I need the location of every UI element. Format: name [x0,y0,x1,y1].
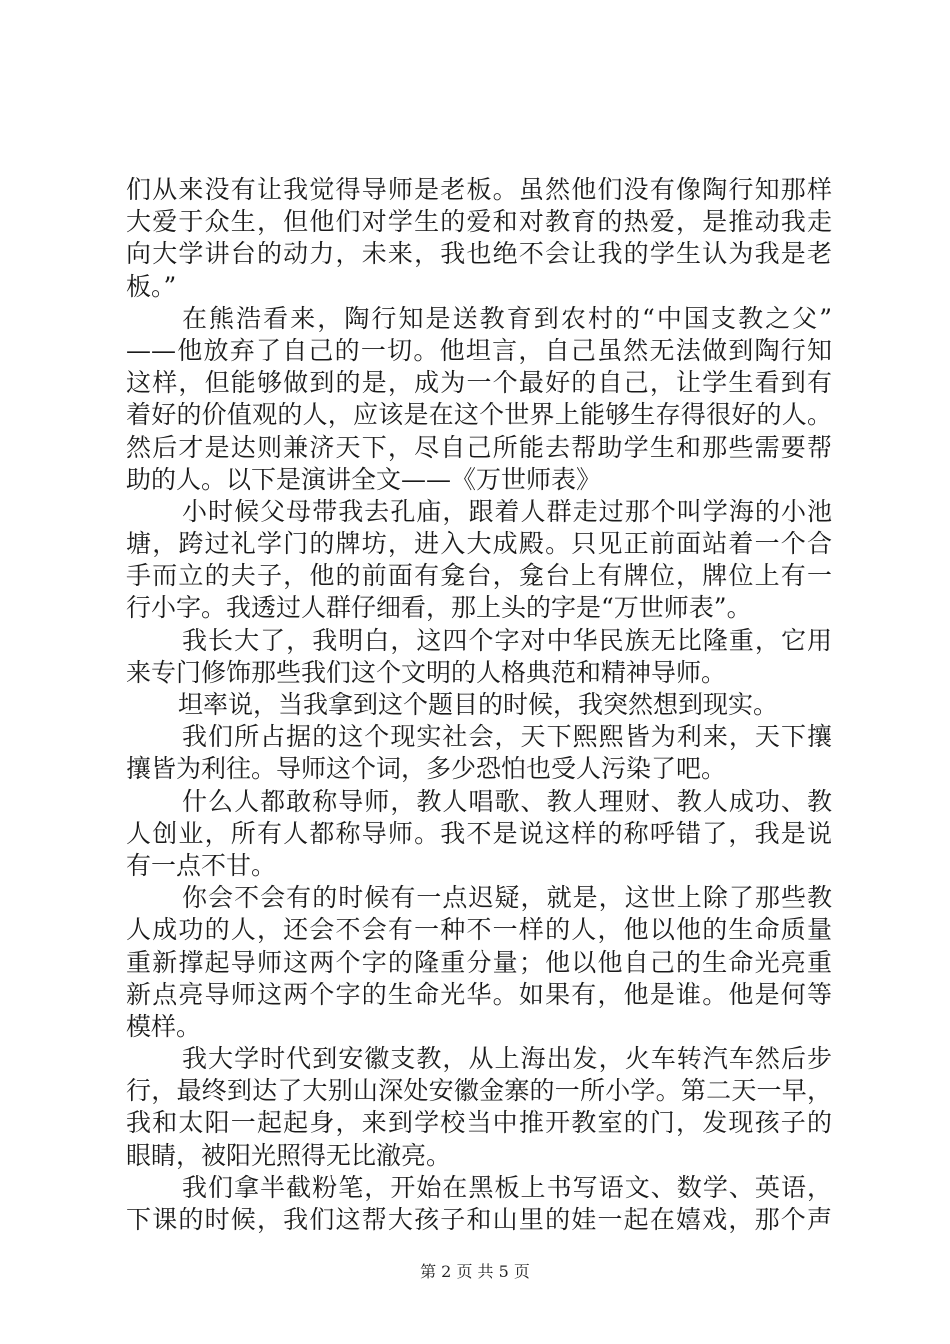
text-line: ——他放弃了自己的一切。他坦言，自己虽然无法做到陶行知 [126,335,832,365]
text-line: 着好的价值观的人，应该是在这个世界上能够生存得很好的人。 [126,400,832,430]
paragraph-first-line: 我们所占据的这个现实社会，天下熙熙皆为利来，天下攘 [182,722,832,752]
text-line: 人成功的人，还会不会有一种不一样的人，他以他的生命质量 [126,915,832,945]
text-line: 来专门修饰那些我们这个文明的人格典范和精神导师。 [126,657,727,687]
text-line: 攘皆为利往。导师这个词，多少恐怕也受人污染了吧。 [126,754,727,784]
text-line: 新点亮导师这两个字的生命光华。如果有，他是谁。他是何等 [126,979,832,1009]
text-line: 人创业，所有人都称导师。我不是说这样的称呼错了，我是说 [126,818,832,848]
text-line: 重新撑起导师这两个字的隆重分量；他以他自己的生命光亮重 [126,947,832,977]
paragraph-first-line: 在熊浩看来，陶行知是送教育到农村的“中国支教之父” [182,303,832,333]
text-line: 眼睛，被阳光照得无比澈亮。 [126,1140,452,1170]
text-line: 向大学讲台的动力，未来，我也绝不会让我的学生认为我是老 [126,239,832,269]
text-line: 手而立的夫子，他的前面有龛台，龛台上有牌位，牌位上有一 [126,561,832,591]
text-line: 大爱于众生，但他们对学生的爱和对教育的热爱，是推动我走 [126,207,832,237]
paragraph-first-line: 小时候父母带我去孔庙，跟着人群走过那个叫学海的小池 [182,496,832,526]
text-line: 我和太阳一起起身，来到学校当中推开教室的门，发现孩子的 [126,1108,832,1138]
paragraph-first-line: 什么人都敢称导师，教人唱歌、教人理财、教人成功、教 [182,786,832,816]
paragraph-first-line: 你会不会有的时候有一点迟疑，就是，这世上除了那些教 [182,883,832,913]
text-line: 这样，但能够做到的是，成为一个最好的自己，让学生看到有 [126,368,832,398]
text-line: 下课的时候，我们这帮大孩子和山里的娃一起在嬉戏，那个声 [126,1205,832,1234]
paragraph-first-line: 我大学时代到安徽支教，从上海出发，火车转汽车然后步 [182,1044,832,1074]
text-line: 塘，跨过礼学门的牌坊，进入大成殿。只见正前面站着一个合 [126,529,832,559]
page-number-footer: 第 2 页 共 5 页 [420,1262,530,1281]
text-line: 助的人。以下是演讲全文——《万世师表》 [126,464,602,494]
text-line: 行，最终到达了大别山深处安徽金寨的一所小学。第二天一早， [126,1076,832,1106]
text-line: 们从来没有让我觉得导师是老板。虽然他们没有像陶行知那样 [126,175,832,204]
text-line: 有一点不甘。 [126,850,277,880]
paragraph-first-line: 坦率说，当我拿到这个题目的时候，我突然想到现实。 [178,690,779,719]
text-line: 板。” [126,271,177,301]
paragraph-first-line: 我长大了，我明白，这四个字对中华民族无比隆重，它用 [182,625,832,655]
text-line: 模样。 [126,1011,202,1041]
document-body [126,174,832,1236]
text-line: 然后才是达则兼济天下，尽自己所能去帮助学生和那些需要帮 [126,432,832,462]
text-line: 行小字。我透过人群仔细看，那上头的字是“万世师表”。 [126,593,752,623]
paragraph-first-line: 我们拿半截粉笔，开始在黑板上书写语文、数学、英语， [182,1172,832,1202]
